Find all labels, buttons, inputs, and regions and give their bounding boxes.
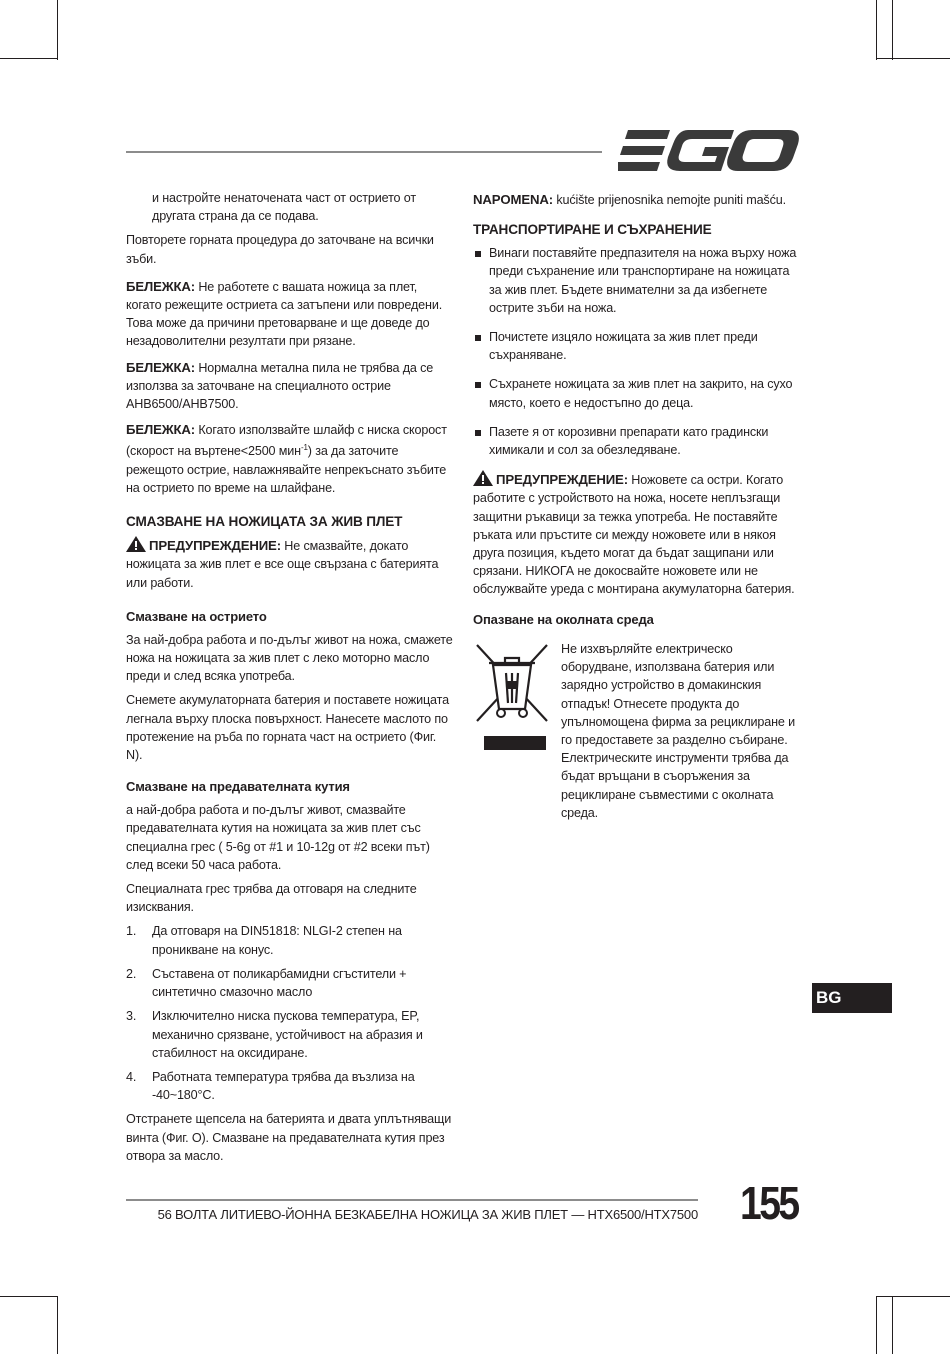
crop-mark xyxy=(57,1296,58,1354)
crop-mark xyxy=(876,58,950,59)
note-text: Не работете с вашата ножица за плет, когато режещите остриета са затъпени или повредени. Това може да причини претоварване и ще доведе до незадоволителни резултати при рязане. xyxy=(126,279,443,349)
warning-icon xyxy=(126,536,146,552)
list-number: 4. xyxy=(126,1069,137,1084)
list-item xyxy=(126,922,454,958)
left-column xyxy=(126,189,454,1171)
list-item xyxy=(473,244,803,317)
section-title-lubrication: СМАЗВАНЕ НА НОЖИЦАТА ЗА ЖИВ ПЛЕТ xyxy=(126,514,403,530)
crossed-bin-icon xyxy=(473,643,551,753)
list-text: Съставена от поликарбамидни сгъстители + синтетично смазочно масло xyxy=(152,966,407,1000)
warning-label: ПРЕДУПРЕЖДЕНИЕ: xyxy=(149,538,281,554)
list-text: Пазете я от корозивни препарати като градински химикали и сол за обезледяване. xyxy=(489,424,769,458)
note-label: БЕЛЕЖКА: xyxy=(126,422,196,438)
napomena-note xyxy=(473,191,803,209)
subtitle-blade-lubrication: Смазване на острието xyxy=(126,608,267,624)
note-text: Нормална метална пила не трябва да се използва за заточване на специалното острие AHB6500/AHB7500. xyxy=(126,360,434,412)
note-text: kućište prijenosnika nemojte puniti mašću. xyxy=(552,193,786,207)
section-title-storage: ТРАНСПОРТИРАНЕ И СЪХРАНЕНИЕ xyxy=(473,222,712,238)
warning-lubrication xyxy=(126,536,454,592)
environment-text: Не изхвърляйте електрическо оборудване, използвана батерия или зарядно устройство в домакинския отпадък! Отнесете продукта до упълномощена фирма за рециклиране и го предоставете за разделно събиране. Електрическите инструменти трябва да бъдат връщани в съоръжения за рециклиране съвместими с околната среда. xyxy=(561,642,796,820)
list-item xyxy=(126,965,454,1001)
list-text: Работната температура трябва да възлиза на -40~180°C. xyxy=(152,1069,415,1103)
paragraph: Специалната грес трябва да отговаря на следните изисквания. xyxy=(126,882,417,915)
paragraph: Отстранете щепсела на батерията и двата уплътняващи винта (Фиг. O). Смазване на предавателната кутия през отвора за масло. xyxy=(126,1112,452,1163)
crop-mark xyxy=(876,1296,950,1297)
list-text: Почистете изцяло ножицата за жив плет преди съхраняване. xyxy=(489,330,758,363)
square-bullet-icon xyxy=(475,430,481,436)
paragraph: Снемете акумулаторната батерия и поставете ножицата легнала върху плоска повърхност. Нанесете маслото по протежение на ръба по горната част на острието (Фиг. N). xyxy=(126,693,449,763)
square-bullet-icon xyxy=(475,382,481,388)
list-number: 3. xyxy=(126,1009,137,1024)
page-number: 155 xyxy=(740,1177,798,1229)
list-number: 1. xyxy=(126,924,137,939)
list-item xyxy=(473,375,803,411)
paragraph: а най-добра работа и по-дълъг живот, смазвайте предавателната кутия на ножицата за жив плет със специална грес ( 5-6g от #1 и 10-12g от #2 всеки път) след всеки 50 часа работа. xyxy=(126,803,430,872)
language-tab: BG xyxy=(812,983,892,1013)
warning-blades xyxy=(473,470,803,598)
right-column xyxy=(473,191,803,634)
paragraph: За най-добра работа и по-дълъг живот на ножа, смажете ножа на ножицата за жив плет с леко моторно масло преди и след всяка употреба. xyxy=(126,632,453,684)
crop-mark xyxy=(876,0,877,60)
warning-text: Не смазвайте, докато ножицата за жив плет е все още свързана с батерията или работи. xyxy=(126,539,439,590)
footer-text: 56 ВОЛТА ЛИТИЕВО-ЙОННА БЕЗКАБЕЛНА НОЖИЦА ЗА ЖИВ ПЛЕТ — HTX6500/HTX7500 xyxy=(157,1207,698,1222)
list-text: Изключително ниска пускова температура, EP, механично срязване, устойчивост на абразия и стабилност на оксидиране. xyxy=(152,1009,423,1060)
square-bullet-icon xyxy=(475,251,481,257)
note-2 xyxy=(126,359,454,414)
crop-mark xyxy=(57,0,58,60)
list-item xyxy=(126,1007,454,1062)
warning-icon xyxy=(473,470,493,486)
footer-rule xyxy=(126,1199,698,1201)
list-text: Винаги поставяйте предпазителя на ножа върху ножа преди съхранение или транспортиране на ножицата за жив плет. Бъдете внимателни за да избегнете острите зъби на ножа. xyxy=(489,246,797,315)
note-label: БЕЛЕЖКА: xyxy=(126,278,196,294)
note-label: БЕЛЕЖКА: xyxy=(126,359,196,375)
list-item xyxy=(126,1068,454,1104)
subtitle-environment: Опазване на околната среда xyxy=(473,611,654,627)
repeat-text: Повторете горната процедура до заточване на всички зъби. xyxy=(126,233,434,266)
list-number: 2. xyxy=(126,966,137,981)
storage-bullet-list xyxy=(473,244,803,459)
crop-mark xyxy=(0,1296,58,1297)
crop-mark xyxy=(892,0,893,60)
intro-indent-text: и настройте ненаточената част от острието от другата страна да се подава. xyxy=(152,191,416,224)
header-rule xyxy=(126,151,602,153)
note-3 xyxy=(126,421,454,497)
list-text: Съхранете ножицата за жив плет на закрито, на сухо място, което е недостъпно до деца. xyxy=(489,377,793,410)
note-text: Когато използвайте шлайф с ниска скорост (скорост на въртене<2500 мин xyxy=(126,423,447,459)
list-text: Да отговаря на DIN51818: NLGI-2 степен на проникване на конус. xyxy=(152,924,402,957)
warning-text: Ножовете са остри. Когато работите с устройството на ножа, носете неплъзгащи защитни ръкавици за тежка употреба. Не поставяйте ръката или пръстите си между ножовете или в някоя друга позиция, където могат да бъдат защипани или срязани. НИКОГА не докосвайте ножовете или не обслужвайте уреда с монтирана акумулаторна батерия. xyxy=(473,473,795,597)
warning-label: ПРЕДУПРЕЖДЕНИЕ: xyxy=(496,472,628,488)
ego-logo xyxy=(618,130,800,172)
crop-mark xyxy=(892,1296,893,1354)
list-item xyxy=(473,328,803,364)
list-item xyxy=(473,423,803,459)
note-label: NAPOMENA: xyxy=(473,192,553,207)
subtitle-gearbox-lubrication: Смазване на предавателната кутия xyxy=(126,779,350,795)
crop-mark xyxy=(0,58,58,59)
crop-mark xyxy=(876,1296,877,1354)
note-superscript: -1 xyxy=(300,443,308,453)
grease-requirements-list xyxy=(126,922,454,1104)
note-text: ) за да заточите режещото острие, навлажнявайте непрекъснато зъбите на острието по време на шлайфане. xyxy=(126,444,447,496)
square-bullet-icon xyxy=(475,335,481,341)
note-1 xyxy=(126,278,454,351)
